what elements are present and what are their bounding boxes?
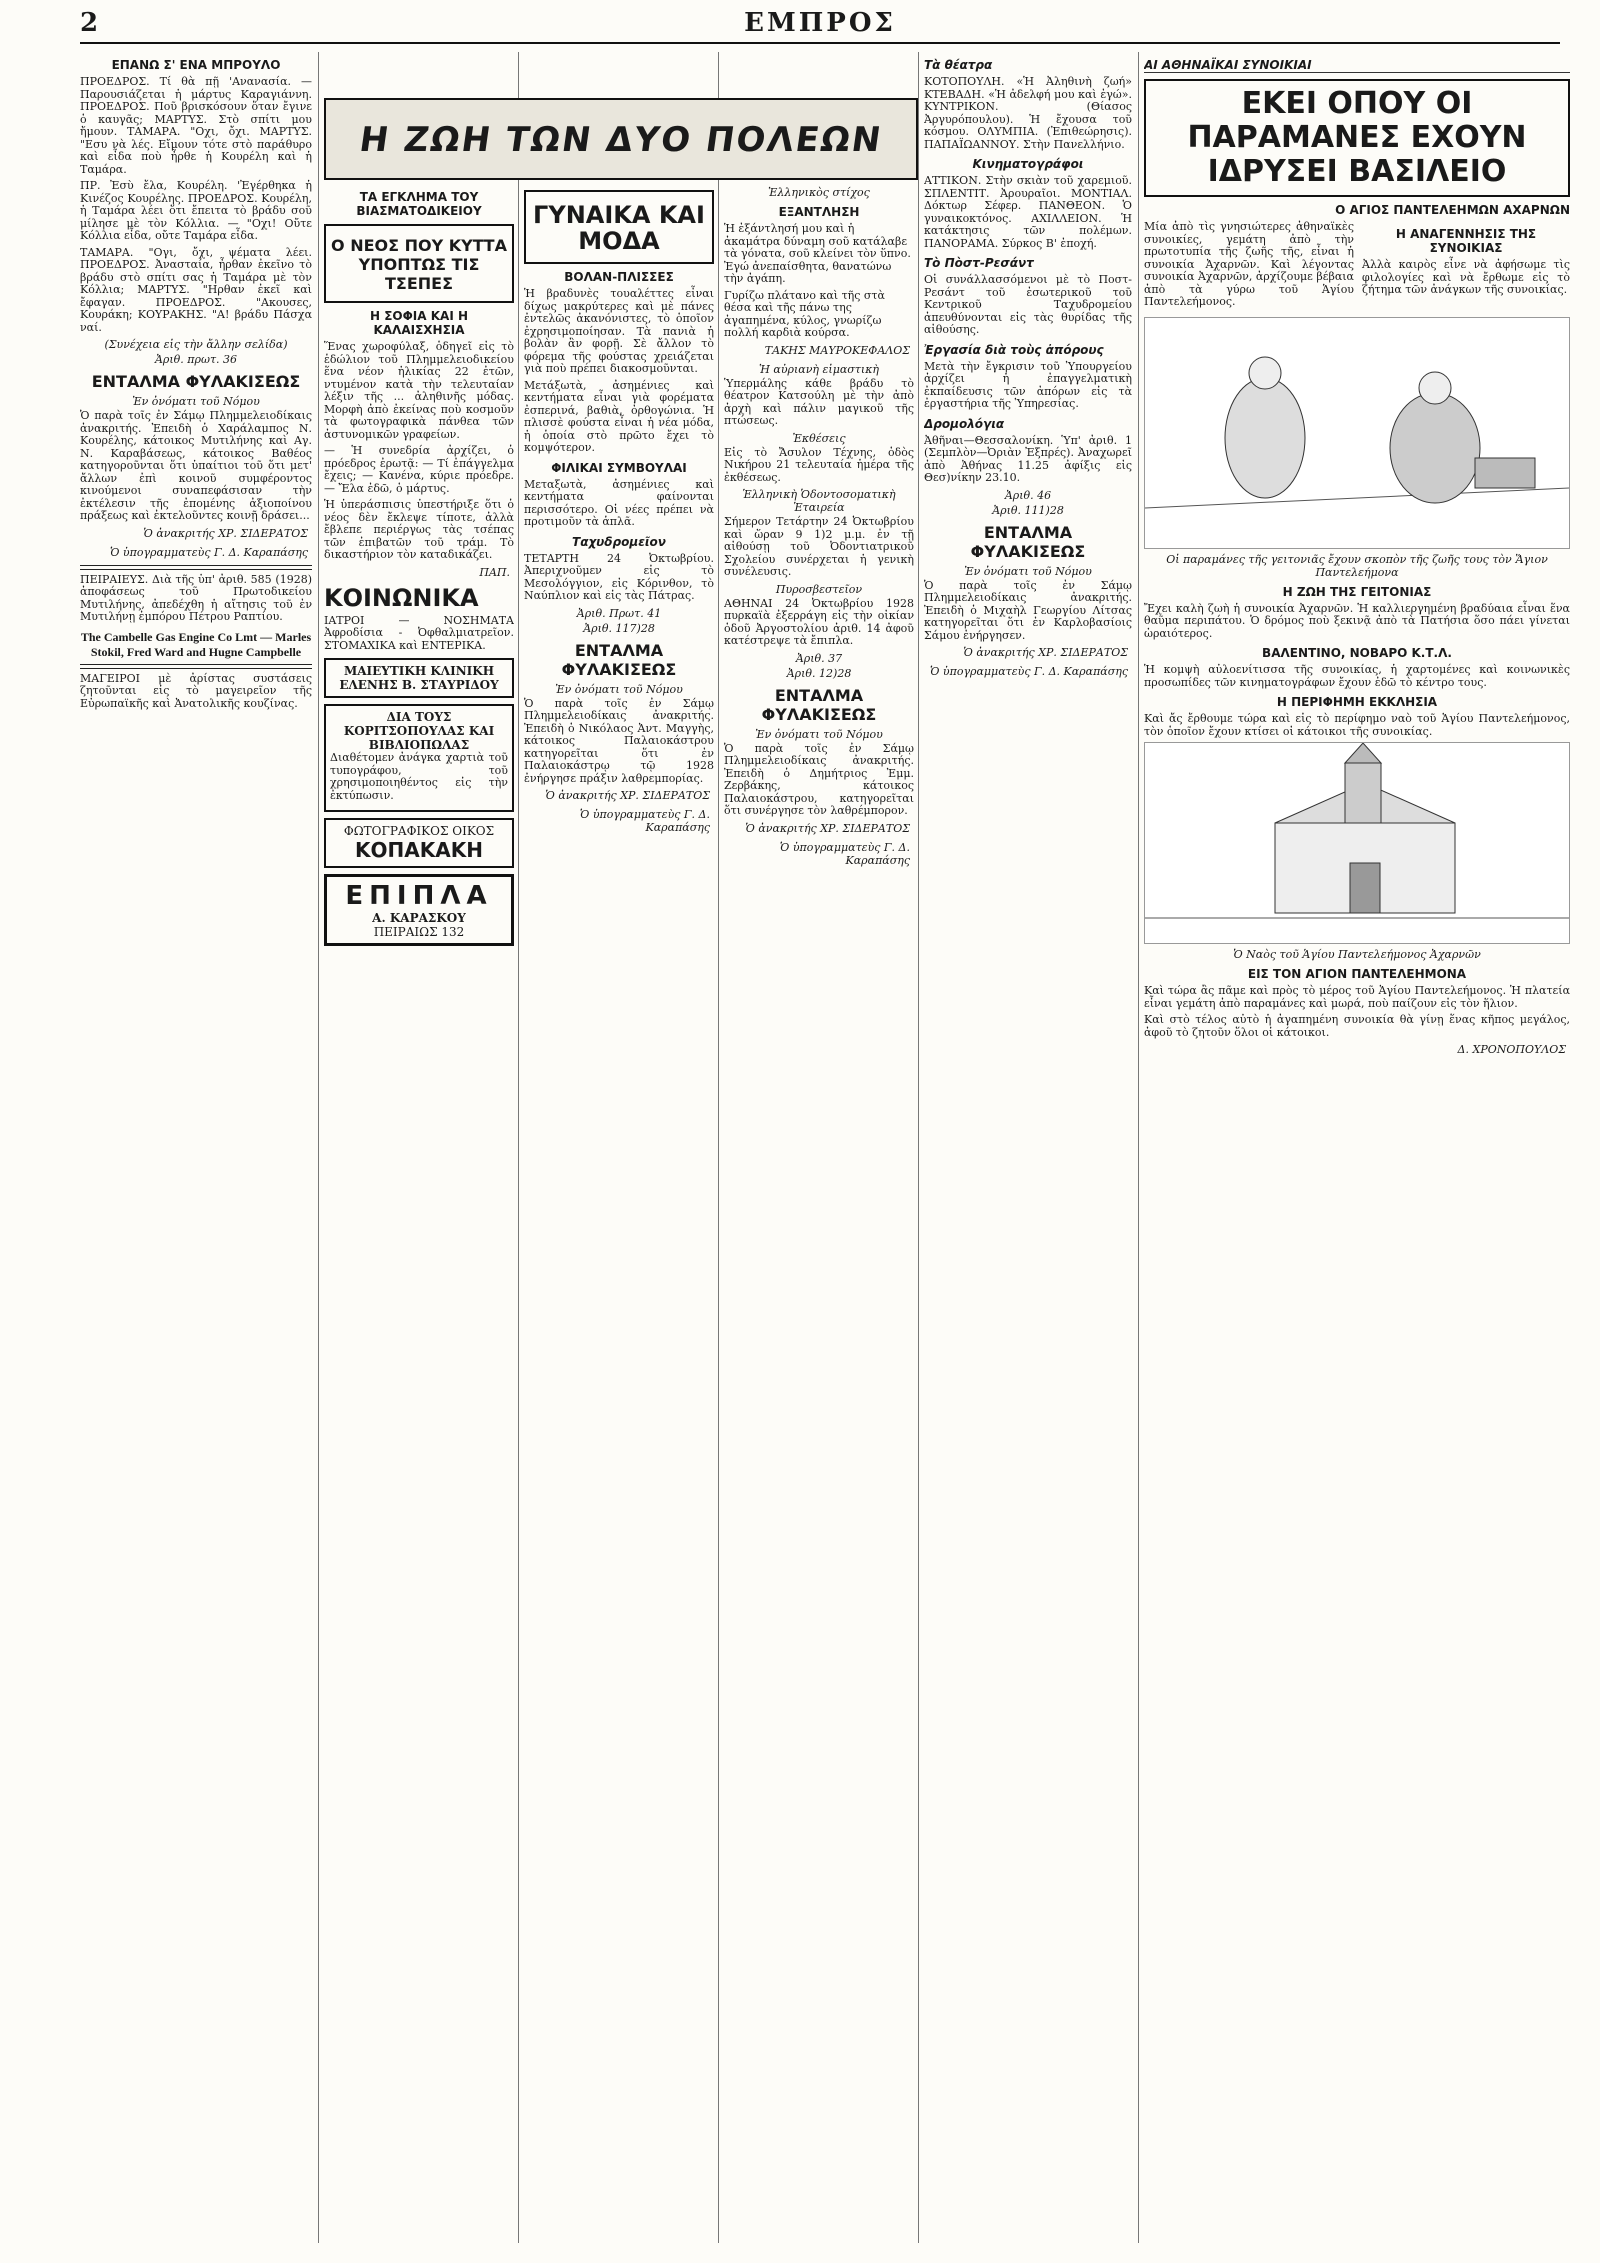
headline: Ἡ αὐριανὴ εἰμαστικὴ [758,362,879,376]
article-text: ΠΡΟΕΔΡΟΣ. Τί θὰ πῇ 'Ανανασία. — Παρουσιάζεται ἡ μάρτυς Καραγιάννη. ΠΡΟΕΔΡΟΣ. Ποῦ βρισκόσουν ὅταν ἔγινε ὁ καυγᾶς; ΜΑΡΤΥΣ. Στὸ σπίτι μου ἤμουν. ΤΑΜΑΡΑ. "Οχι, ὄχι. ΜΑΡΤΥΣ. "Εσυ νὰ λές. Εἴμουν τότε στὸ παράθυρο καὶ εἶδα ποὺ ἦρθε ἡ Κουρέλη καὶ ἡ Ταμάρα. [80,75,312,176]
headline: ΒΑΛΕΝΤΙΝΟ, ΝΟΒΑΡΟ Κ.Τ.Λ. [1262,646,1452,660]
illustration-nannies [1144,317,1570,549]
article-text: Ἡ ὑπεράσπισις ὑπεστήριξε ὅτι ὁ νέος δὲν ἔκλεψε τίποτε, ἀλλὰ ἔβλεπε περιέργως τὰς τσέπας τῶν ἐπιβατῶν τοῦ τράμ. Τὸ δικαστήριον τὸν καταδικάζει. [324,498,514,561]
protocol-number: Ἀριθ. 37 [795,651,843,665]
article-text: Ἀθῆναι—Θεσσαλονίκη. Ὑπ' ἀριθ. 1 (Σεμπλὸν—Ὀριὰν Ἐξπρές). Ἀναχωρεῖ ἀπὸ Ἀθήνας 11.25 ἀφίξις εἰς Θεσ)νίκην 23.10. [924,433,1132,484]
signature: Ὁ ἀνακριτής ΧΡ. ΣΙΔΕΡΑΤΟΣ [545,789,710,802]
protocol-number: Ἀριθ. πρωτ. 36 [154,353,238,366]
article-text: ΤΑΜΑΡΑ. "Ογι, ὄχι, ψέματα λέει. ΠΡΟΕΔΡΟΣ. Ἀνασταία, ἦρθαν ἐκεῖνο τὸ βράδυ στὸ σπίτι σας ἡ Ταμάρα μὲ τὸν Κόλλια; ΜΑΡΤΥΣ. "Ηρθαν ἐκεῖ καὶ ἔφαγαν. ΠΡΟΕΔΡΟΣ. "Ακουσες, Κουράκη; ΚΟΥΡΑΚΗΣ. "Α! βράδυ Πάσχα ναί. [80,245,312,334]
column-rule [518,52,519,2243]
column-rule [918,52,919,2243]
ad-title: ΚΟΠΑΚΑΚΗ [355,838,483,862]
ad-address: ΠΕΙΡΑΙΩΣ 132 [373,925,465,939]
headline: ΕΞΑΝΤΛΗΣΗ [778,205,860,219]
caption: Οἱ παραμάνες τῆς γειτονιᾶς ἔχουν σκοπὸν τῆς ζωῆς τους τὸν Ἅγιον Παντελεήμονα [1166,552,1548,579]
article-text: ΠΕΙΡΑΙΕΥΣ. Διὰ τῆς ὑπ' ἀριθ. 585 (1928) ἀποφάσεως τοῦ Πρωτοδικείου Μυτιλήνης, ἀπεδέχθη ἡ αἴτησις τοῦ ἐν Μυτιλήνῃ ἐμπόρου Πέτρου Ραπτίου. [80,572,312,623]
column-3 [524,184,714,2243]
headline: ΕΠΑΝΩ Σ' ΕΝΑ ΜΠΡΟΥΛΟ [111,58,281,72]
article-text: Ὁ παρὰ τοῖς ἐν Σάμῳ Πλημμελειοδίκαις ἀνακριτής. Ἐπειδὴ ὁ Δημήτριος Ἐμμ. Ζερβάκης, κάτοικος Παλαιοκάστρου, κατηγορεῖται ὅτι συνέργησε τὸν λαθρέμπορον. [724,741,914,817]
banner-title: Η ΖΩΗ ΤΩΝ ΔΥΟ ΠΟΛΕΩΝ [356,120,886,160]
column-4 [724,184,914,2243]
article-text: Ἀλλὰ καιρὸς εἶνε νὰ ἀφήσωμε τὶς φιλολογίες καὶ νὰ ἔρθωμε εἰς τὸ ζήτημα τῶν ἀνάγκων τῆς συνοικίας. [1362,258,1570,296]
advertisement [324,704,514,812]
column-rule [318,52,319,2243]
poem-text: Ἡ ἐξάντλησή μου καὶ ἡ ἀκαμάτρα δύναμη σοῦ κατάλαβε τὰ γόνατα, σοῦ κλείνει τὸν ὕπνο. Ἐγώ ἀνεπαίσθητα, θανατώνω τὴν ἀγάπη. [724,222,911,285]
article-text: Εἰς τὸ Ἄσυλον Τέχνης, ὁδὸς Νικήρου 21 τελευταία ἡμέρα τῆς ἐκθέσεως. [724,445,914,484]
section-heading: Ἐργασία διὰ τοὺς ἀπόρους [924,342,1104,357]
ad-title: ΕΠΙΠΛΑ [345,881,493,911]
section-heading: ΚΟΙΝΩΝΙΚΑ [324,583,479,612]
advertisement [324,874,514,946]
article-text: Μετὰ τὴν ἔγκρισιν τοῦ Ὑπουργείου ἀρχίζει ἡ ἐπαγγελματικὴ ἐκπαίδευσις τῶν ἀπόρων εἰς τὰ ἐργαστήρια τῆς Ὑπηρεσίας. [924,359,1132,410]
headline-box [1144,79,1570,197]
divider [80,565,312,570]
feature-side [1362,221,1570,313]
column-rule [718,52,719,2243]
article-text: Ἡ βραδυνὲς τουαλέττες εἶναι δίχως μακρύτερες καὶ μὲ πάνες ἐντελῶς ἀκανόνιστες, τὸ ὁποῖον ἐχρησιμοποίησαν. Τὰ πανιὰ ἡ βολὰν ἂν φορῇ. Σὲ ἄλλον τὸ φόρεμα τῆς φούστας χρειάζεται γιὰ ποὺ πρέπει διακοσμοῦνται. [524,287,714,375]
article-text: Ἔχει καλὴ ζωὴ ἡ συνοικία Ἀχαρνῶν. Ἡ καλλιεργημένη βραδύαια εἶναι ἕνα θαῦμα περιπάτου. Ὁ δρόμος ποὺ ξεκινᾷ ἀπὸ τὰ Πατήσια ὅσο πάει γίνεται ὡραιότερος. [1144,601,1570,640]
section-heading: Τὰ θέατρα [924,58,993,72]
column-1 [80,52,312,2243]
signature: Ὁ ἀνακριτής ΧΡ. ΣΙΔΕΡΑΤΟΣ [143,526,308,540]
nannies-drawing [1145,318,1569,546]
protocol-number: Ἀριθ. 46 [1004,488,1052,502]
headline: Ο ΝΕΟΣ ΠΟΥ ΚΥΤΤΑ ΥΠΟΠΤΩΣ ΤΙΣ ΤΣΕΠΕΣ [331,236,507,293]
subheadline: Ἐν ὀνόματι τοῦ Νόμου [555,682,683,696]
feature-top [1144,221,1570,313]
article-text: — Ἡ συνεδρία ἀρχίζει, ὁ πρόεδρος ἐρωτᾷ: — Τί ἐπάγγελμα ἔχεις; — Κανένα, κύριε πρόεδρε. — Ἔλα ἐδῶ, ὁ μάρτυς. [324,444,514,495]
signature: Ὁ ἀνακριτής ΧΡ. ΣΙΔΕΡΑΤΟΣ [963,646,1128,659]
kicker: ΤΑ ΕΓΚΛΗΜΑ ΤΟΥ ΒΙΑΣΜΑΤΟΔΙΚΕΙΟΥ [356,190,482,218]
page-number: 2 [80,8,99,38]
article-text: Καὶ στὸ τέλος αὐτὸ ἡ ἀγαπημένη συνοικία θὰ γίνῃ ἕνας κῆπος μεγάλος, ἀφοῦ τὸ ζητοῦν ὅλοι οἱ κάτοικοι. [1144,1013,1570,1039]
article-text: Ὁ παρὰ τοῖς ἐν Σάμῳ Πλημμελειοδίκαις ἀνακριτής. Ἐπειδὴ ὁ Μιχαὴλ Γεωργίου Λίτσας κατηγορεῖται ὅτι ἐν Καρλοβασίοις Σάμου ἐνήργησεν. [924,578,1132,642]
article-text: ΑΤΤΙΚΟΝ. Στὴν σκιὰν τοῦ χαρεμιοῦ. ΣΠΛΕΝΤΙΤ. Ἀρουραῖοι. ΜΟΝΤΙΑΛ. Δόκτωρ Σέφερ. ΠΑΝΘΕΟΝ. Ὁ γυναικοκτόνος. ΑΧΙΛΛΕΙΟΝ. Ἡ κατάκτησις τῶν πολέμων. ΠΑΝΟΡΑΜΑ. Σύρκος Β' ἐποχή. [924,174,1132,250]
article-text: Οἱ συνάλλασσόμενοι μὲ τὸ Ποστ-Ρεσάντ τοῦ ἐσωτερικοῦ τοῦ Κεντρικοῦ Ταχυδρομείου ἀπευθύνονται εἰς τὰς θυρίδας τῆς αἰθούσης. [924,273,1132,336]
column-rule [1138,52,1139,2243]
signature: ΤΑΚΗΣ ΜΑΥΡΟΚΕΦΑΛΟΣ [764,343,910,357]
paper-name: ΕΜΠΡΟΣ [744,8,896,38]
headline: ΕΚΕΙ ΟΠΟΥ ΟΙ ΠΑΡΑΜΑΝΕΣ ΕΧΟΥΝ ΙΔΡΥΣΕΙ ΒΑΣΙΛΕΙΟ [1187,86,1527,189]
church-drawing [1145,743,1569,941]
article-text: ΤΕΤΑΡΤΗ 24 Ὀκτωβρίου. Ἀπεριχνοῦμεν εἰς τὸ Μεσολόγγιον, εἰς Κόρινθον, τὸ Ναύπλιον καὶ εἰς τὰς Πάτρας. [524,551,714,602]
advertisement [324,658,514,698]
article-text: ΑΘΗΝΑΙ 24 Ὀκτωβρίου 1928 πυρκαϊὰ ἐξερράγη εἰς τὴν οἰκίαν ὁδοῦ Ἀργοστολίου ἀριθ. 14 ἀφοῦ κατέστρεψε τὰ ἔπιπλα. [724,596,914,647]
article-text: Ὑπερμάλης κάθε βράδυ τὸ θέατρον Κατσούλη μὲ τὴν ἀπὸ ἀρχὴ καὶ πάλιν μαγικοῦ τῆς πτώσεως. [724,376,914,427]
column-2 [324,184,514,2243]
headline-box [324,224,514,303]
subheadline: Ἐν ὀνόματι τοῦ Νόμου [964,564,1092,578]
protocol-number: Ἀριθ. 111)28 [992,503,1064,517]
protocol-number: Ἀριθ. Πρωτ. 41 [576,606,662,620]
headline: ΕΙΣ ΤΟΝ ΑΓΙΟΝ ΠΑΝΤΕΛΕΗΜΟΝΑ [1247,967,1467,981]
section-heading: Τὸ Πὸστ-Ρεσάντ [924,256,1034,270]
headline-box [524,190,714,264]
signature: Ὁ ὑπογραμματεὺς Γ. Δ. Καραπάσης [109,545,308,559]
headline: ΕΝΤΑΛΜΑ ΦΥΛΑΚΙΣΕΩΣ [91,372,301,391]
headline: Πυροσβεστεῖον [775,582,863,596]
protocol-number: Ἀριθ. 12)28 [786,666,852,680]
subheadline: Ο ΑΓΙΟΣ ΠΑΝΤΕΛΕΗΜΩΝ ΑΧΑΡΝΩΝ [1335,203,1570,217]
headline: Η ΠΕΡΙΦΗΜΗ ΕΚΚΛΗΣΙΑ [1276,695,1438,709]
headline: ΕΝΤΑΛΜΑ ΦΥΛΑΚΙΣΕΩΣ [970,522,1086,561]
headline: Ταχυδρομεῖον [572,534,666,549]
ad-text: Διαθέτομεν ἀνάγκα χαρτιὰ τοῦ τυπογράφου, τοῦ χρησιμοποιηθέντος εἰς τὴν ἐκτύπωσιν. [330,751,508,802]
section-heading: Δρομολόγια [924,416,1005,431]
advertisement [324,818,514,868]
section-heading: Κινηματογράφοι [972,157,1084,171]
poem-text: Γυρίζω πλάτανο καὶ τῆς στὰ θέσα καὶ τῆς πάνω της ἀγαπημένα, κύλος, γνωρίζω πολλή καρδιὰ κούρσα. [724,288,885,339]
illustration-church [1144,742,1570,944]
subheadline: Ἐν ὀνόματι τοῦ Νόμου [132,395,260,408]
headline: ΦΙΛΙΚΑΙ ΣΥΜΒΟΥΛΑΙ [551,460,687,475]
article-text: Σήμερον Τετάρτην 24 Ὀκτωβρίου καὶ ὥραν 9 1)2 μ.μ. ἐν τῇ αἰθούσῃ τοῦ Ὀδοντιατρικοῦ Σχολείου συνέρχεται ἡ γενικὴ συνέλευσις. [724,515,914,578]
article-text: Ὁ παρὰ τοῖς ἐν Σάμῳ Πλημμελειοδίκαις ἀνακριτής. Ἐπειδὴ ὁ Χαράλαμπος Ν. Κουρέλης, κάτοικος Μυτιλήνης καὶ Αγ. Ν. Καραβάσεως, κάτοικος Βαθέος κατηγοροῦνται ὅτι ὑπαίτιοι τοῦ ὅτι μετ' ἄλλων ἐπὶ κοινοῦ συμφέροντος κινούμενοι συναπεφάσισαν τὴν ἐκτέλεσιν τῆς ἐπομένης ἀξιοποίνου πράξεως καὶ ἐκτελοῦντες κοινῇ δράσει... [80,409,312,522]
article-text: Ἡ κομψὴ αὐλοενίτισσα τῆς συνοικίας, ἡ χαρτομένες καὶ κοινωνικὲς προσωπίδες τῶν κινηματογράφων ἔχουν ἐδῶ τὸ κέντρο τους. [1144,663,1570,689]
subheadline: Ἐν ὀνόματι τοῦ Νόμου [755,727,883,741]
article-text: Μεταξωτὰ, ἀσημένιες καὶ κεντήματα φαίνονται περισσότερο. Οἱ νέες πρέπει νὰ προτιμοῦν τὰ ἁπλᾶ. [524,477,714,528]
caption: Ὁ Ναὸς τοῦ Ἁγίου Παντελεήμονος Ἀχαρνῶν [1233,948,1481,961]
continuation-note: (Συνέχεια εἰς τὴν ἄλλην σελίδα) [104,338,288,351]
headline: ΕΝΤΑΛΜΑ ΦΥΛΑΚΙΣΕΩΣ [561,640,677,679]
article-text: ΠΡ. Ἐσὺ ἔλα, Κουρέλη. 'Ἐγέρθηκα ἡ Κινέζος Κουρέλης. ΠΡΟΕΔΡΟΣ. Κουρέλη, ἡ Ταμάρα λέει ὅτι ἔπειτα τὸ βράδυ σοῦ μίλησε μὲ τὸν Κόλλια. — "Οχι! Οὔτε Κόλλια εἶδα, οὔτε Ταμάρα εἶδα. [80,179,312,242]
headline: Η ΖΩΗ ΤΗΣ ΓΕΙΤΟΝΙΑΣ [1282,584,1432,599]
headline: Ἐκθέσεις [792,431,846,445]
headline: ΕΝΤΑΛΜΑ ΦΥΛΑΚΙΣΕΩΣ [761,685,877,724]
ad-name: Α. ΚΑΡΑΣΚΟΥ [372,911,466,925]
ad-text: ΜΑΙΕΥΤΙΚΗ ΚΛΙΝΙΚΗ ΕΛΕΝΗΣ Β. ΣΤΑΥΡΙΔΟΥ [339,664,499,692]
headline: Ἑλληνικὴ Ὁδοντοσοματικὴ Ἑταιρεία [742,488,896,514]
article-text: Καὶ τώρα ἂς πᾶμε καὶ πρὸς τὸ μέρος τοῦ Ἁγίου Παντελεήμονος. Ἡ πλατεία εἶναι γεμάτη ἀπὸ παραμάνες καὶ μωρά, ποὺ παίζουν εἰς τὸν ἥλιον. [1144,984,1570,1010]
subheadline: Η ΣΟΦΙΑ ΚΑΙ Η ΚΑΛΑΙΣΧΗΣΙΑ [369,309,469,337]
kicker: Ἑλληνικὸς στίχος [768,186,870,199]
signature: Ὁ ὑπογραμματεὺς Γ. Δ. Καραπάσης [929,665,1128,678]
protocol-number: Ἀριθ. 117)28 [583,621,655,635]
ad-title: ΔΙΑ ΤΟΥΣ ΚΟΡΙΤΣΟΠΟΥΛΑΣ ΚΑΙ ΒΙΒΛΙΟΠΩΛΑΣ [343,710,495,752]
subheadline: ΒΟΛΑΝ-ΠΛΙΣΣΕΣ [564,270,674,284]
feature-article [1144,52,1570,2243]
headline: Η ΑΝΑΓΕΝΝΗΣΙΣ ΤΗΣ ΣΥΝΟΙΚΙΑΣ [1395,227,1537,255]
article-text: Ὁ παρὰ τοῖς ἐν Σάμῳ Πλημμελειοδίκαις ἀνακριτής. Ἐπειδὴ ὁ Νικόλαος Ἀντ. Μαγγὴς, κάτοικος Παλαιοκάστρου κατηγορεῖται ὅτι ἐν Παλαιοκάστρῳ τῷ 1928 ἐνήργησε πράξιν λαθρεμπορίας. [524,696,714,785]
signature: Δ. ΧΡΟΝΟΠΟΥΛΟΣ [1457,1043,1566,1056]
ad-subtitle: ΦΩΤΟΓΡΑΦΙΚΟΣ ΟΙΚΟΣ [343,824,495,838]
article-text: ΚΟΤΟΠΟΥΛΗ. «Ἡ Ἀληθινὴ ζωή» ΚΤΕΒΑΔΗ. «Ἡ ἀδελφή μου καὶ ἐγώ». ΚΥΝΤΡΙΚΟΝ. (Θίασος Ἀργυρόπουλου). Ἡ ἔχουσα τοῦ κόσμου. ΟΛΥΜΠΙΑ. (Ἐπιθεώρησις). ΠΑΠΑΪΩΑΝΝΟΥ. Στὴν Πανελλήνιο. [924,75,1132,151]
article-text: Μία ἀπὸ τὶς γνησιώτερες ἀθηναϊκὲς συνοικίες, γεμάτη ἀπὸ τὴν πρωτοτυπία τῆς ζωῆς τῆς, εἶναι ἡ συνοικία Ἀχαρνῶν. Καὶ λέγοντας συνοικία Ἀχαρνῶν, ἀρχίζουμε βέβαια ἀπὸ τὰ γύρω τοῦ Ἁγίου Παντελεήμονος. [1144,220,1354,308]
signature: Ὁ ὑπογραμματεὺς Γ. Δ. Καραπάσης [579,808,710,834]
article-text: Καὶ ἄς ἔρθουμε τώρα καὶ εἰς τὸ περίφημο ναὸ τοῦ Ἁγίου Παντελεήμονος, τὸν ὁποῖον ἔχουν κτίσει οἱ κάτοικοι τῆς συνοικίας. [1144,712,1570,738]
divider [80,664,312,669]
masthead [80,8,1560,44]
article-text: Ἕνας χωροφύλαξ, ὁδηγεῖ εἰς τὸ ἑδώλιον τοῦ Πλημμελειοδικείου ἕνα νέον ἡλικίας 22 ἐτῶν, ντυμένον κατὰ τὴν τελευταίαν λέξιν τῆς ... ἀληθινῆς μόδας. Μορφὴ ἀπὸ ἐκείνας ποὺ κοσμοῦν τὰ φωτογραφικὰ πάνθεα τῶν ἀστυνομικῶν γραφείων. [324,340,514,441]
column-5 [924,52,1132,2243]
section-banner [324,98,918,180]
article-text: ΙΑΤΡΟΙ — ΝΟΣΗΜΑΤΑ Ἀφροδίσια - Ὀφθαλμιατρεῖον. ΣΤΟΜΑΧΙΚΑ καὶ ΕΝΤΕΡΙΚΑ. [324,613,514,652]
signature: Ὁ ὑπογραμματεὺς Γ. Δ. Καραπάσης [779,840,910,867]
kicker: ΑΙ ΑΘΗΝΑΪΚΑΙ ΣΥΝΟΙΚΙΑΙ [1144,58,1570,73]
english-notice: The Cambelle Gas Engine Co Lmt — Marles Stokil, Fred Ward and Hugne Campbelle [80,629,312,659]
classified-ad: ΜΑΓΕΙΡΟΙ μὲ ἀρίστας συστάσεις ζητοῦνται εἰς τὸ μαγειρεῖον τῆς Εὐρωπαϊκῆς καὶ Ἀνατολικῆς κουζίνας. [80,671,312,710]
signature: ΠΑΠ. [479,565,510,579]
signature: Ὁ ἀνακριτής ΧΡ. ΣΙΔΕΡΑΤΟΣ [745,821,910,835]
headline: ΓΥΝΑΙΚΑ ΚΑΙ ΜΟΔΑ [533,201,705,255]
article-text: Μετάξωτὰ, ἀσημένιες καὶ κεντήματα εἶναι γιὰ φορέματα ἐσπερινά, βαθιὰ, ὀρθογώνια. Ἡ πλισσὲ φούστα εἶναι ἡ νέα μόδα, ἡ ὁποία στὸ πρῶτο ἔχει τὸ κομψότερον. [524,378,714,454]
